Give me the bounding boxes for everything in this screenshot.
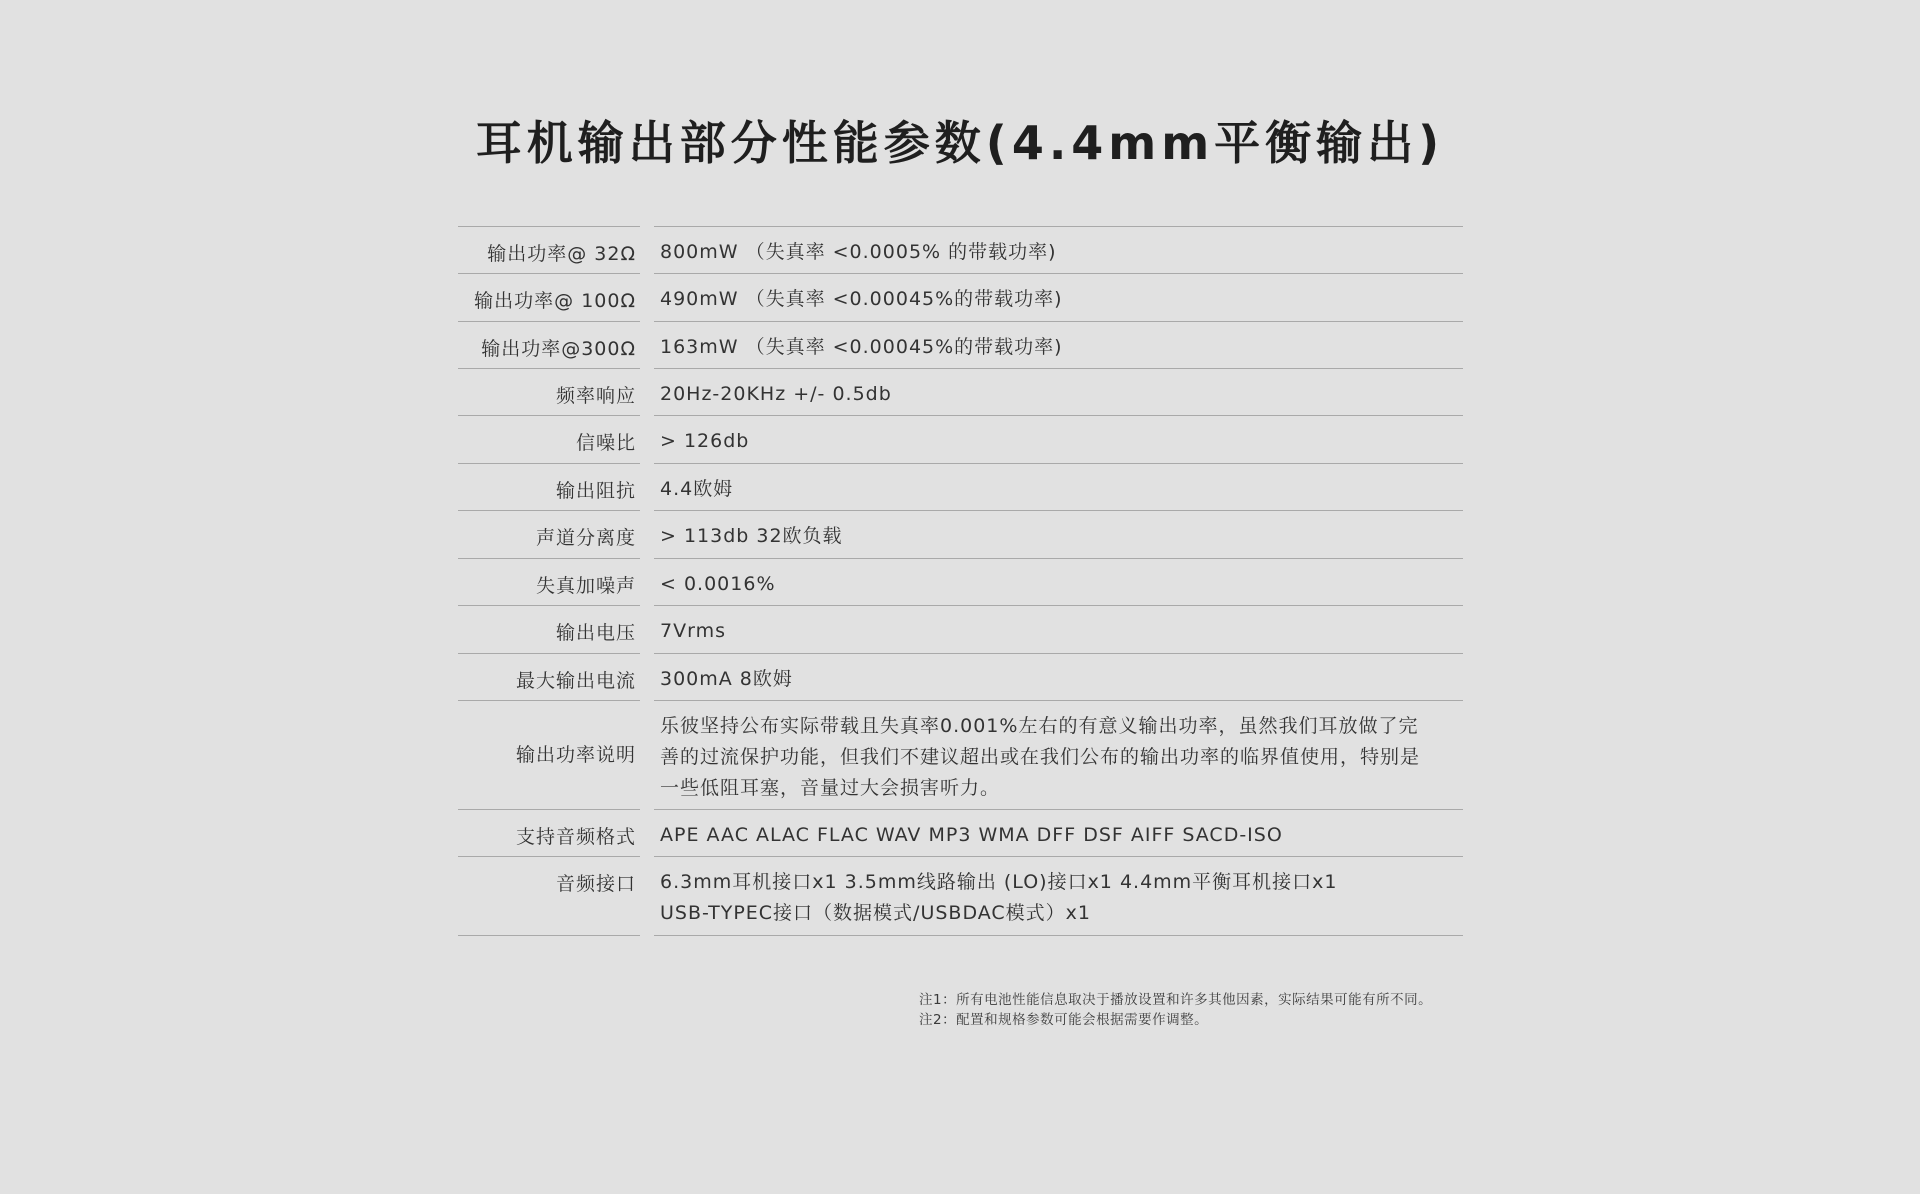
footnote-1: 注1：所有电池性能信息取决于播放设置和许多其他因素，实际结果可能有所不同。: [919, 992, 1433, 1008]
spec-value: 4.4欧姆: [654, 464, 1463, 511]
spec-row-frequency-response: [458, 369, 1463, 416]
spec-row-output-power-300: [458, 322, 1463, 369]
spec-value: > 113db 32欧负载: [654, 511, 1463, 559]
spec-row-output-impedance: [458, 464, 1463, 511]
spec-label: 失真加噪声: [458, 559, 640, 606]
spec-label: 信噪比: [458, 416, 640, 464]
spec-value: 300mA 8欧姆: [654, 654, 1463, 701]
spec-table: [458, 226, 1463, 936]
spec-value: 163mW （失真率 <0.00045%的带载功率): [654, 322, 1463, 369]
spec-value: > 126db: [654, 416, 1463, 464]
spec-label: 音频接口: [458, 857, 640, 936]
spec-value: 6.3mm耳机接口x1 3.5mm线路输出 (LO)接口x1 4.4mm平衡耳机接口x1 USB-TYPEC接口（数据模式/USBDAC模式）x1: [654, 857, 1463, 936]
spec-label: 输出电压: [458, 606, 640, 654]
spec-label: 最大输出电流: [458, 654, 640, 701]
footnotes: [919, 990, 1432, 1030]
spec-value: 乐彼坚持公布实际带载且失真率0.001%左右的有意义输出功率，虽然我们耳放做了完 善的过流保护功能，但我们不建议超出或在我们公布的输出功率的临界值使用，特别是 一些低阻耳塞，音量过大会损害听力。: [654, 701, 1463, 810]
spec-label: 频率响应: [458, 369, 640, 416]
spec-row-audio-interfaces: [458, 857, 1463, 936]
spec-row-max-output-current: [458, 654, 1463, 701]
spec-row-output-power-32: [458, 227, 1463, 274]
spec-row-audio-formats: [458, 810, 1463, 857]
spec-value: APE AAC ALAC FLAC WAV MP3 WMA DFF DSF AIFF SACD-ISO: [654, 810, 1463, 857]
spec-row-snr: [458, 416, 1463, 464]
spec-label: 输出功率@ 32Ω: [458, 227, 640, 274]
spec-value: 7Vrms: [654, 606, 1463, 654]
spec-row-channel-separation: [458, 511, 1463, 559]
spec-row-output-power-note: [458, 701, 1463, 810]
spec-label: 输出功率@300Ω: [458, 322, 640, 369]
spec-label: 支持音频格式: [458, 810, 640, 857]
footnote-2: 注2：配置和规格参数可能会根据需要作调整。: [919, 1012, 1209, 1028]
page-title: 耳机输出部分性能参数(4.4mm平衡输出): [475, 116, 1445, 170]
spec-row-output-voltage: [458, 606, 1463, 654]
spec-label: 输出功率@ 100Ω: [458, 274, 640, 322]
spec-value: 490mW （失真率 <0.00045%的带载功率): [654, 274, 1463, 322]
spec-row-thd-n: [458, 559, 1463, 606]
spec-value: < 0.0016%: [654, 559, 1463, 606]
spec-label: 输出功率说明: [458, 701, 640, 810]
spec-row-output-power-100: [458, 274, 1463, 322]
spec-value: 20Hz-20KHz +/- 0.5db: [654, 369, 1463, 416]
spec-value: 800mW （失真率 <0.0005% 的带载功率): [654, 227, 1463, 274]
spec-label: 声道分离度: [458, 511, 640, 559]
spec-label: 输出阻抗: [458, 464, 640, 511]
